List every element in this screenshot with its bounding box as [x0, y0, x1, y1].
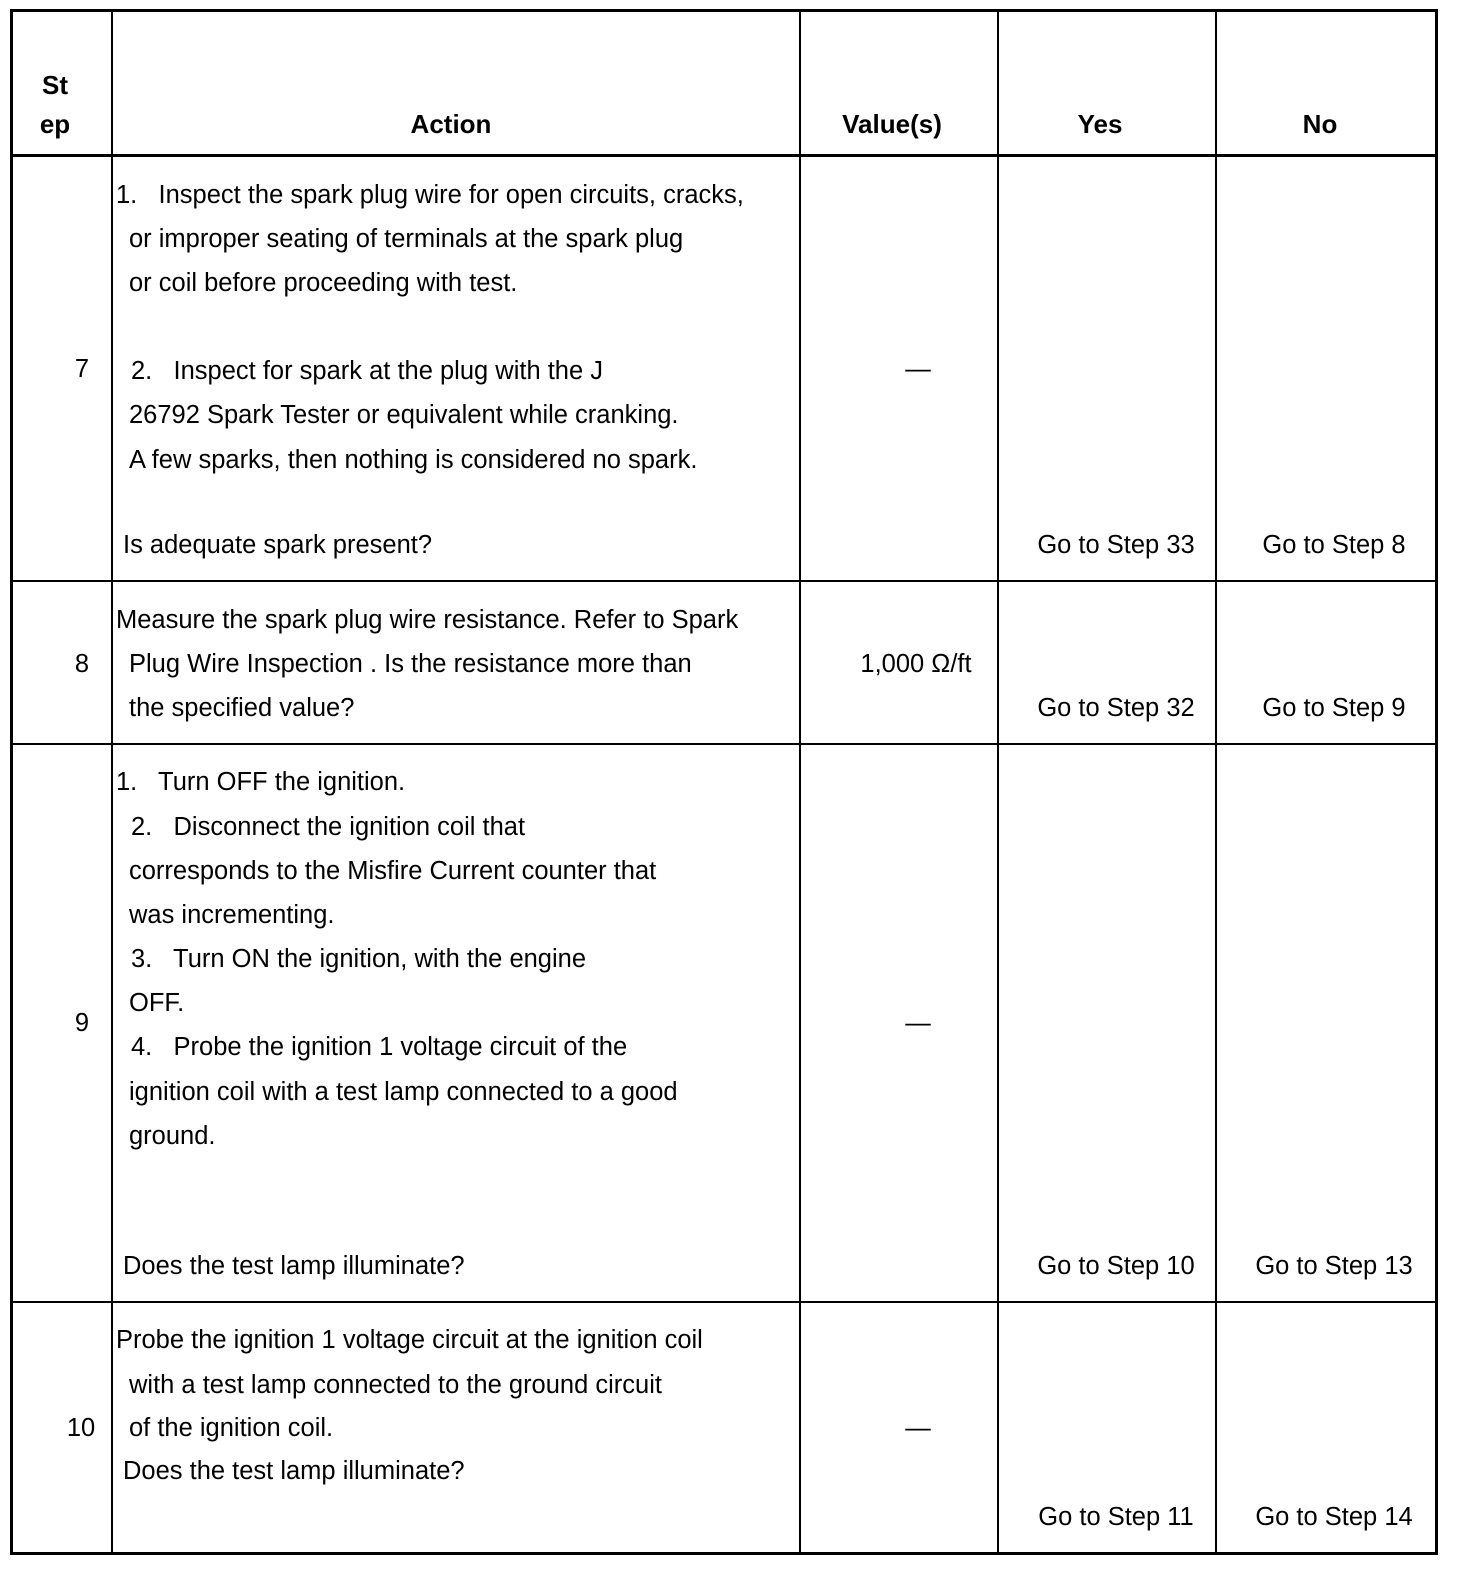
action-line: corresponds to the Misfire Current counter that: [129, 857, 657, 885]
action-question: Does the test lamp illuminate?: [123, 1252, 465, 1280]
column-divider: [997, 9, 999, 1555]
header-divider: [10, 154, 1438, 157]
action-line: Probe the ignition 1 voltage circuit at the ignition coil: [116, 1326, 703, 1354]
step-number: 7: [74, 355, 90, 383]
action-line: 2. Inspect for spark at the plug with the J: [131, 357, 603, 385]
action-line: Plug Wire Inspection . Is the resistance more than: [129, 650, 692, 678]
no-cell: Go to Step 13: [1255, 1252, 1413, 1280]
yes-cell: Go to Step 33: [1037, 531, 1195, 559]
no-cell: Go to Step 9: [1262, 694, 1406, 722]
action-question: Does the test lamp illuminate?: [123, 1457, 465, 1485]
table-border-top: [10, 9, 1438, 12]
yes-cell: Go to Step 10: [1037, 1252, 1195, 1280]
step-number: 10: [66, 1414, 96, 1442]
action-line: 3. Turn ON the ignition, with the engine: [131, 945, 587, 973]
action-line: ignition coil with a test lamp connected to a good: [129, 1078, 678, 1106]
yes-cell: Go to Step 32: [1037, 694, 1195, 722]
row-divider: [10, 580, 1438, 582]
action-line: OFF.: [129, 989, 185, 1017]
action-line: or improper seating of terminals at the spark plug: [129, 225, 684, 253]
step-number: 8: [74, 650, 90, 678]
row-divider: [10, 1301, 1438, 1303]
yes-cell: Go to Step 11: [1038, 1503, 1194, 1531]
value-cell: 1,000 Ω/ft: [860, 650, 972, 678]
action-line: 26792 Spark Tester or equivalent while cranking.: [129, 401, 679, 429]
column-divider: [111, 9, 113, 1555]
action-line: 1. Turn OFF the ignition.: [116, 768, 406, 796]
header-action: Action: [410, 109, 492, 139]
header-no: No: [1302, 109, 1338, 139]
table-border-right: [1435, 9, 1438, 1555]
column-divider: [799, 9, 801, 1555]
action-line: ground.: [129, 1122, 216, 1150]
action-line: Measure the spark plug wire resistance. Refer to Spark: [116, 606, 739, 634]
header-step: St: [42, 70, 68, 100]
action-line: the specified value?: [129, 694, 355, 722]
table-border-left: [10, 9, 13, 1555]
header-yes: Yes: [1077, 109, 1123, 139]
action-line: or coil before proceeding with test.: [129, 269, 518, 297]
column-divider: [1215, 9, 1217, 1555]
action-line: A few sparks, then nothing is considered no spark.: [129, 446, 698, 474]
header-values: Value(s): [842, 109, 942, 139]
action-line: with a test lamp connected to the ground circuit: [129, 1371, 662, 1399]
no-cell: Go to Step 14: [1255, 1503, 1413, 1531]
action-question: Is adequate spark present?: [123, 531, 433, 559]
action-line: of the ignition coil.: [129, 1414, 334, 1442]
header-step-cont: ep: [39, 109, 71, 139]
value-cell: —: [905, 1009, 931, 1037]
action-line: 2. Disconnect the ignition coil that: [131, 813, 526, 841]
value-cell: —: [905, 1414, 931, 1442]
table-border-bottom: [10, 1552, 1438, 1555]
row-divider: [10, 743, 1438, 745]
action-line: was incrementing.: [129, 901, 335, 929]
value-cell: —: [905, 355, 931, 383]
step-number: 9: [74, 1009, 90, 1037]
action-line: 4. Probe the ignition 1 voltage circuit of the: [131, 1033, 628, 1061]
no-cell: Go to Step 8: [1262, 531, 1406, 559]
action-line: 1. Inspect the spark plug wire for open circuits, cracks,: [116, 181, 744, 209]
